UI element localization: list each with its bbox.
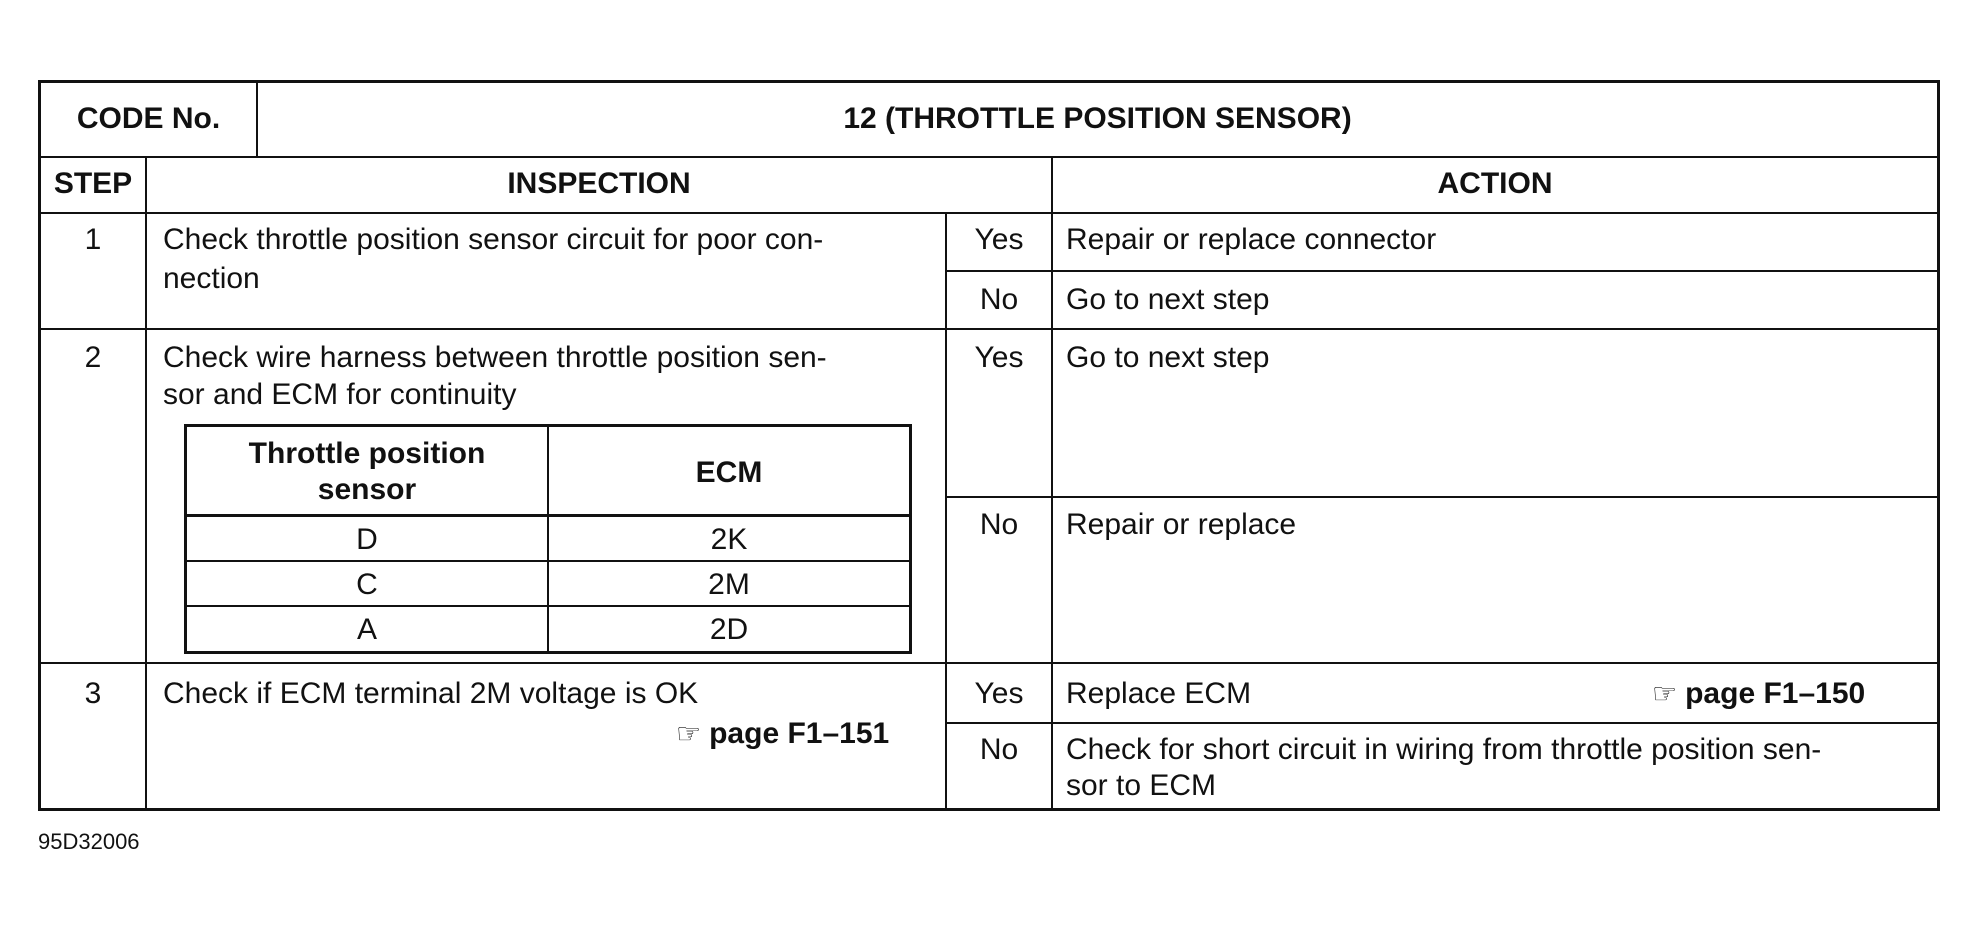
continuity-table-divider-row: [184, 560, 912, 562]
answer-no: No: [979, 283, 1019, 316]
step-number: 3: [84, 677, 102, 710]
table-border-bottom: [38, 808, 1940, 811]
table-border-top: [38, 80, 1940, 83]
page-reference-text: page F1–151: [709, 717, 890, 750]
divider-step2-yes-no: [945, 496, 1940, 498]
pointing-hand-icon: ☞: [676, 718, 702, 749]
action-text: Repair or replace: [1066, 508, 1297, 541]
divider-step3-yes-no: [945, 722, 1940, 724]
continuity-table-divider-row: [184, 605, 912, 607]
answer-yes: Yes: [974, 677, 1024, 710]
step-number: 1: [84, 223, 102, 256]
answer-no: No: [979, 508, 1019, 541]
action-column-header: ACTION: [1437, 167, 1553, 200]
inspection-text-line: Check if ECM terminal 2M voltage is OK: [163, 677, 699, 710]
action-text-line: sor to ECM: [1066, 769, 1217, 802]
page-reference: [676, 716, 889, 752]
page-reference: [1652, 676, 1865, 712]
divider-action-column: [1051, 156, 1053, 810]
continuity-cell: C: [356, 568, 378, 601]
pointing-hand-icon: ☞: [1652, 678, 1678, 709]
continuity-cell: 2M: [708, 568, 750, 601]
continuity-cell: 2D: [709, 613, 749, 646]
continuity-table-border-right: [909, 424, 912, 654]
continuity-cell: D: [356, 523, 378, 556]
inspection-text-line: Check throttle position sensor circuit for poor con-: [163, 223, 824, 256]
action-text: Repair or replace connector: [1066, 223, 1437, 256]
answer-yes: Yes: [974, 223, 1024, 256]
divider-header-row: [38, 156, 1940, 158]
step-column-header: STEP: [53, 167, 133, 200]
continuity-cell: 2K: [710, 523, 748, 556]
answer-no: No: [979, 733, 1019, 766]
answer-yes: Yes: [974, 341, 1024, 374]
continuity-header-sensor: Throttle position sensor: [248, 437, 486, 506]
continuity-header-ecm: ECM: [695, 456, 763, 489]
continuity-table-divider-header: [184, 514, 912, 517]
divider-step1-yes-no: [945, 270, 1940, 272]
figure-code: 95D32006: [38, 829, 140, 854]
divider-column-header-row: [38, 212, 1940, 214]
code-title: 12 (THROTTLE POSITION SENSOR): [843, 102, 1352, 135]
page-reference-text: page F1–150: [1685, 677, 1866, 710]
divider-step-2-3: [38, 662, 1940, 664]
action-text: Go to next step: [1066, 283, 1270, 316]
step-number: 2: [84, 341, 102, 374]
action-text: Go to next step: [1066, 341, 1270, 374]
action-text-line: Check for short circuit in wiring from throttle position sen-: [1066, 733, 1822, 766]
code-label: CODE No.: [76, 102, 221, 135]
divider-step-1-2: [38, 328, 1940, 330]
divider-step-column: [145, 156, 147, 810]
inspection-text-line: Check wire harness between throttle position sen-: [163, 341, 827, 374]
inspection-text-line: sor and ECM for continuity: [163, 378, 517, 411]
table-border-right: [1937, 80, 1940, 811]
inspection-column-header: INSPECTION: [507, 167, 691, 200]
action-text: Replace ECM: [1066, 677, 1252, 710]
inspection-text-line: nection: [163, 262, 260, 295]
continuity-cell: A: [356, 613, 377, 646]
